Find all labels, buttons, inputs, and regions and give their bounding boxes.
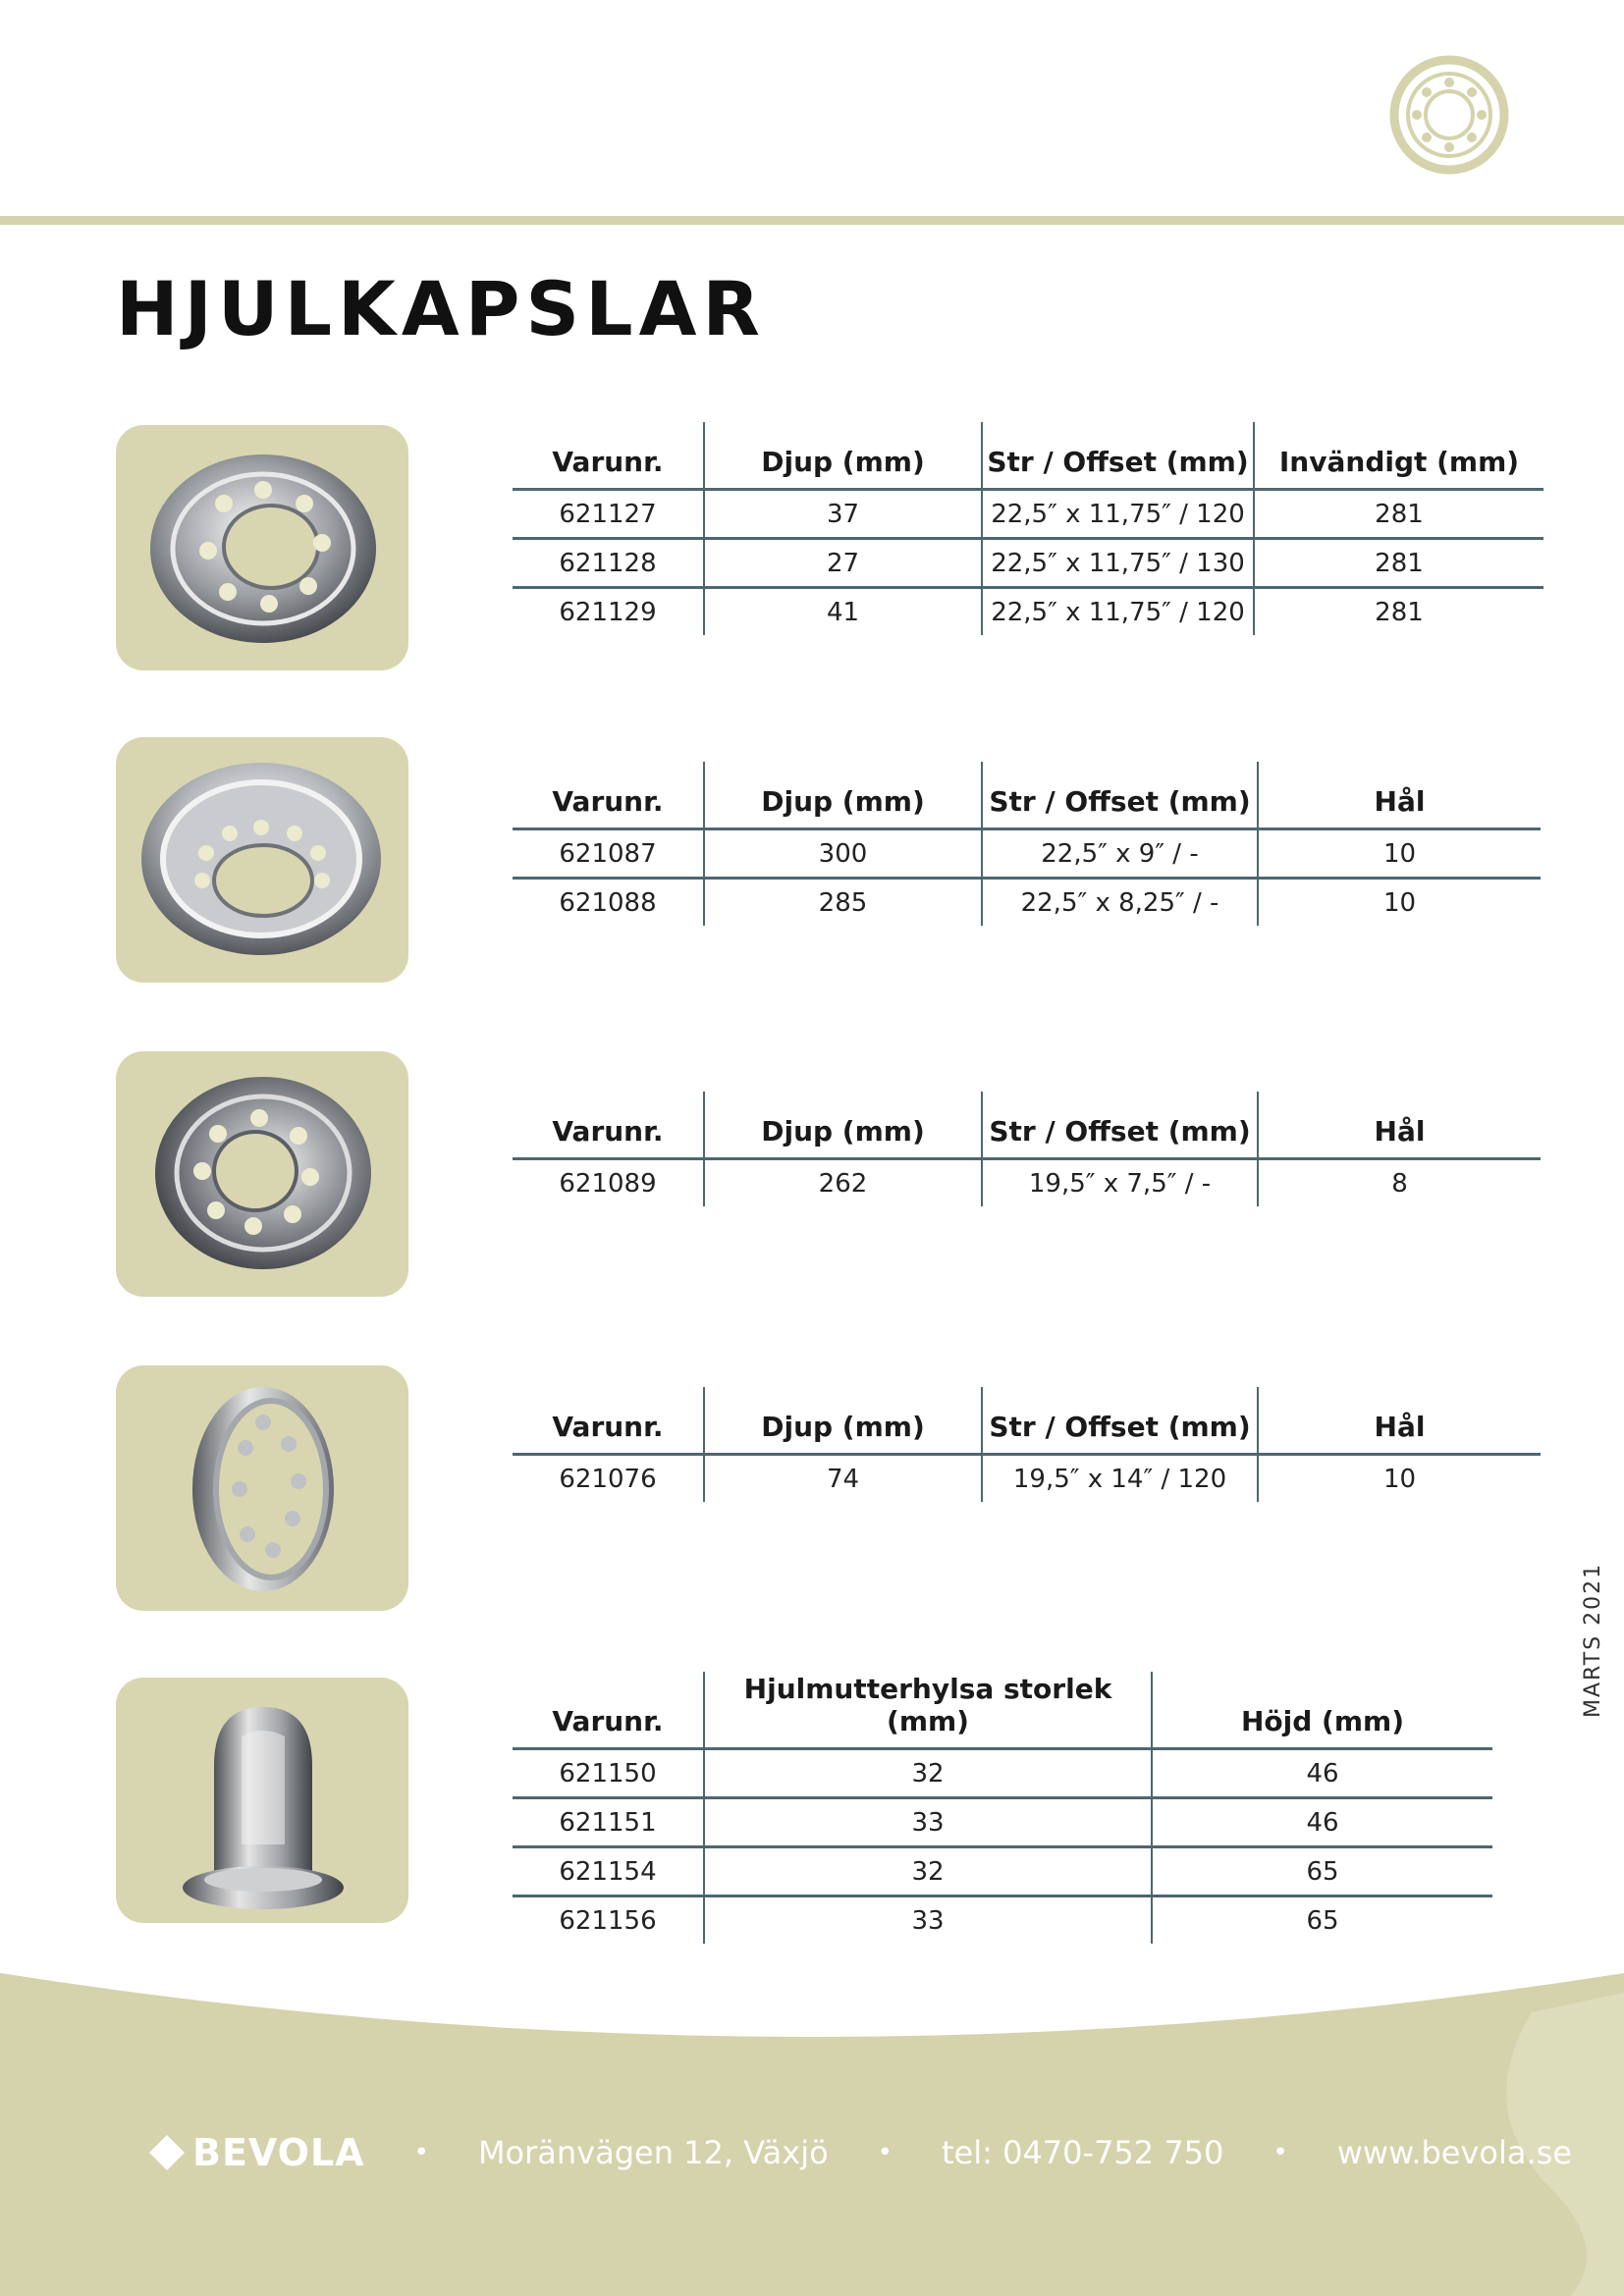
table-row <box>513 1896 1492 1945</box>
spec-table-3 <box>513 1092 1541 1206</box>
separator-dot: • <box>413 2138 429 2167</box>
table-cell: 19,5″ x 14″ / 120 <box>982 1455 1258 1503</box>
header-rule <box>0 216 1624 225</box>
table-row <box>513 1847 1492 1896</box>
diamond-icon <box>147 2133 187 2172</box>
separator-dot: • <box>877 2138 893 2167</box>
bearing-logo-icon <box>1388 54 1510 176</box>
spec-table-1 <box>513 422 1543 635</box>
footer-wave <box>0 1953 1624 2296</box>
spec-table-2 <box>513 762 1541 926</box>
page-title: HJULKAPSLAR <box>116 265 766 352</box>
table-cell: 22,5″ x 8,25″ / - <box>982 879 1258 927</box>
table-row <box>513 539 1543 588</box>
table-cell: 281 <box>1254 588 1543 636</box>
table-row <box>513 1798 1492 1847</box>
column-header: Varunr. <box>513 1387 704 1455</box>
product-image-wheel-cover <box>116 1365 408 1611</box>
table-cell: 46 <box>1152 1798 1492 1847</box>
separator-dot: • <box>1272 2138 1288 2167</box>
table-cell: 19,5″ x 7,5″ / - <box>982 1159 1258 1207</box>
table-cell: 22,5″ x 9″ / - <box>982 829 1258 879</box>
product-image-wheel-cover <box>116 425 408 670</box>
table-cell: 621154 <box>513 1847 704 1896</box>
product-image-nut-cover <box>116 1678 408 1923</box>
column-header: Djup (mm) <box>704 1092 982 1159</box>
table-cell: 281 <box>1254 490 1543 539</box>
table-cell: 621087 <box>513 829 704 879</box>
table-cell: 32 <box>704 1847 1152 1896</box>
footer-website-link[interactable]: www.bevola.se <box>1336 2134 1573 2171</box>
product-image-wheel-cover <box>116 1051 408 1297</box>
table-cell: 22,5″ x 11,75″ / 120 <box>982 588 1254 636</box>
table-cell: 262 <box>704 1159 982 1207</box>
column-header: Djup (mm) <box>704 1387 982 1455</box>
column-header: Str / Offset (mm) <box>982 1092 1258 1159</box>
spec-table-4 <box>513 1387 1541 1502</box>
column-header: Str / Offset (mm) <box>982 422 1254 490</box>
column-header: Hål <box>1258 1387 1541 1455</box>
column-header: Höjd (mm) <box>1152 1672 1492 1749</box>
brand-logo <box>147 2131 365 2174</box>
table-cell: 621129 <box>559 597 657 627</box>
table-cell: 41 <box>704 588 982 636</box>
column-header: Hål <box>1258 762 1541 829</box>
table-cell: 281 <box>1254 539 1543 588</box>
table-cell: 10 <box>1258 879 1541 927</box>
column-header: Varunr. <box>513 422 704 490</box>
table-cell: 33 <box>704 1798 1152 1847</box>
column-header: Djup (mm) <box>704 422 982 490</box>
table-cell: 621156 <box>559 1905 657 1936</box>
table-cell: 33 <box>704 1896 1152 1945</box>
table-row <box>513 490 1543 539</box>
spec-table-5 <box>513 1672 1492 1944</box>
footer-contact <box>147 2128 1572 2177</box>
brand-name: BEVOLA <box>192 2131 365 2174</box>
date-label: MARTS 2021 <box>1581 1562 1605 1718</box>
table-cell: 37 <box>704 490 982 539</box>
table-cell: 621151 <box>513 1798 704 1847</box>
table-cell: 46 <box>1152 1749 1492 1798</box>
table-cell: 621150 <box>513 1749 704 1798</box>
product-image-wheel-cover <box>116 737 408 983</box>
table-cell: 10 <box>1258 829 1541 879</box>
table-row <box>513 829 1541 879</box>
column-header: Hål <box>1258 1092 1541 1159</box>
table-row <box>513 588 1543 636</box>
footer-address: Moränvägen 12, Växjö <box>477 2134 829 2171</box>
column-header: Invändigt (mm) <box>1254 422 1543 490</box>
footer-phone[interactable]: tel: 0470-752 750 <box>942 2134 1224 2171</box>
table-cell: 8 <box>1258 1159 1541 1207</box>
table-cell: 621089 <box>559 1168 657 1199</box>
column-header: Str / Offset (mm) <box>982 1387 1258 1455</box>
column-header: Str / Offset (mm) <box>982 762 1258 829</box>
table-cell: 300 <box>704 829 982 879</box>
table-cell: 285 <box>704 879 982 927</box>
table-cell: 22,5″ x 11,75″ / 130 <box>982 539 1254 588</box>
column-header: Varunr. <box>513 1672 704 1749</box>
table-cell: 621088 <box>559 887 657 918</box>
table-cell: 74 <box>704 1455 982 1503</box>
column-header: Hjulmutterhylsa storlek (mm) <box>704 1672 1152 1749</box>
table-cell: 65 <box>1152 1847 1492 1896</box>
table-row <box>513 1455 1541 1503</box>
table-cell: 32 <box>704 1749 1152 1798</box>
table-cell: 27 <box>704 539 982 588</box>
column-header: Varunr. <box>513 1092 704 1159</box>
table-cell: 10 <box>1258 1455 1541 1503</box>
table-row <box>513 879 1541 927</box>
table-cell: 621127 <box>513 490 704 539</box>
table-row <box>513 1159 1541 1207</box>
table-cell: 22,5″ x 11,75″ / 120 <box>982 490 1254 539</box>
table-cell: 621128 <box>513 539 704 588</box>
column-header: Varunr. <box>513 762 704 829</box>
table-cell: 65 <box>1152 1896 1492 1945</box>
table-row <box>513 1749 1492 1798</box>
column-header: Djup (mm) <box>704 762 982 829</box>
table-cell: 621076 <box>559 1464 657 1494</box>
